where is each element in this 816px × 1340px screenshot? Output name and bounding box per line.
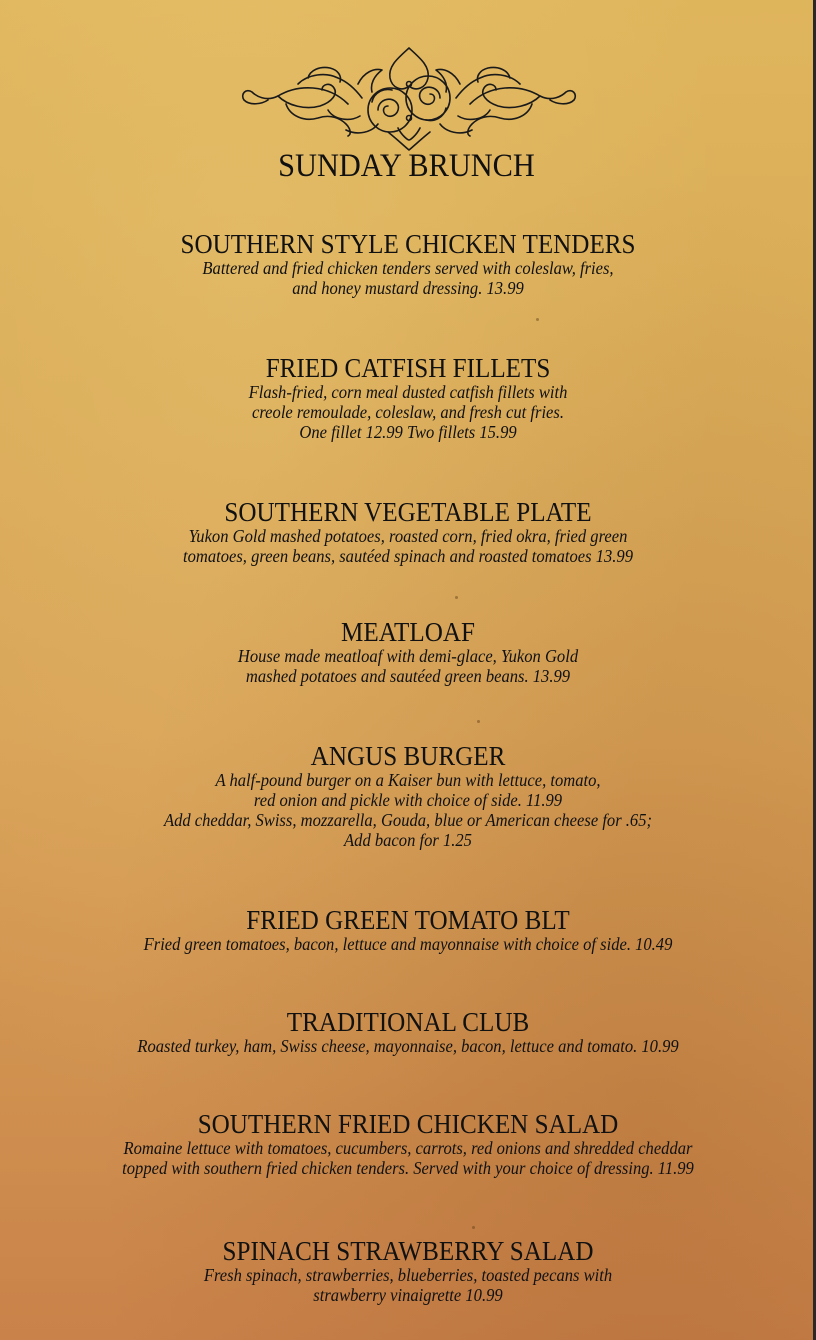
item-name: SPINACH STRAWBERRY SALAD: [222, 1236, 594, 1266]
menu-item: [0, 498, 816, 566]
item-name: SOUTHERN VEGETABLE PLATE: [224, 497, 592, 527]
description-line: Battered and fried chicken tenders served with coleslaw, fries,: [202, 258, 614, 278]
menu-item: [0, 618, 816, 686]
description-line: Roasted turkey, ham, Swiss cheese, mayonnaise, bacon, lettuce and tomato. 10.99: [137, 1036, 679, 1056]
paper-speck: [472, 1226, 475, 1229]
item-description: [27, 1265, 789, 1305]
description-line: and honey mustard dressing. 13.99: [292, 278, 524, 298]
menu-item: [0, 1110, 816, 1178]
item-description: [27, 526, 789, 566]
menu-item: [0, 230, 816, 298]
description-line: Fried green tomatoes, bacon, lettuce and mayonnaise with choice of side. 10.49: [143, 934, 673, 954]
item-name: ANGUS BURGER: [310, 741, 506, 771]
description-line: red onion and pickle with choice of side. 11.99: [253, 790, 563, 810]
item-name: FRIED GREEN TOMATO BLT: [246, 905, 570, 935]
menu-item: [0, 742, 816, 850]
item-name: SOUTHERN STYLE CHICKEN TENDERS: [180, 229, 636, 259]
item-description: [27, 770, 789, 850]
description-line: Flash-fried, corn meal dusted catfish fillets with: [248, 382, 568, 402]
description-line: creole remoulade, coleslaw, and fresh cut fries.: [252, 402, 564, 422]
paper-speck: [455, 596, 458, 599]
paper-speck: [477, 720, 480, 723]
floral-scroll-ornament-icon: [238, 44, 580, 152]
description-line: tomatoes, green beans, sautéed spinach and roasted tomatoes 13.99: [183, 546, 633, 566]
description-line: A half-pound burger on a Kaiser bun with lettuce, tomato,: [215, 770, 601, 790]
item-description: [27, 382, 789, 442]
description-line: mashed potatoes and sautéed green beans. 13.99: [245, 666, 571, 686]
description-line: House made meatloaf with demi-glace, Yukon Gold: [237, 646, 579, 666]
menu-item: [0, 1008, 816, 1056]
description-line: strawberry vinaigrette 10.99: [313, 1285, 503, 1305]
item-name: FRIED CATFISH FILLETS: [265, 353, 551, 383]
item-name: TRADITIONAL CLUB: [286, 1007, 530, 1037]
description-line: Add bacon for 1.25: [344, 830, 472, 850]
item-description: [27, 1036, 789, 1056]
item-description: [27, 646, 789, 686]
item-description: [27, 258, 789, 298]
menu-item: [0, 906, 816, 954]
item-name: MEATLOAF: [341, 617, 475, 647]
item-description: [27, 1138, 789, 1178]
paper-speck: [536, 318, 539, 321]
menu-title: SUNDAY BRUNCH: [278, 148, 535, 184]
description-line: Romaine lettuce with tomatoes, cucumbers, carrots, red onions and shredded cheddar: [123, 1138, 693, 1158]
description-line: Add cheddar, Swiss, mozzarella, Gouda, blue or American cheese for .65;: [163, 810, 653, 830]
menu-item: [0, 354, 816, 442]
description-line: Fresh spinach, strawberries, blueberries, toasted pecans with: [203, 1265, 613, 1285]
description-line: One fillet 12.99 Two fillets 15.99: [299, 422, 517, 442]
item-description: [27, 934, 789, 954]
description-line: Yukon Gold mashed potatoes, roasted corn, fried okra, fried green: [188, 526, 628, 546]
item-name: SOUTHERN FRIED CHICKEN SALAD: [197, 1109, 619, 1139]
menu-item: [0, 1237, 816, 1305]
description-line: topped with southern fried chicken tenders. Served with your choice of dressing. 11.99: [122, 1158, 694, 1178]
